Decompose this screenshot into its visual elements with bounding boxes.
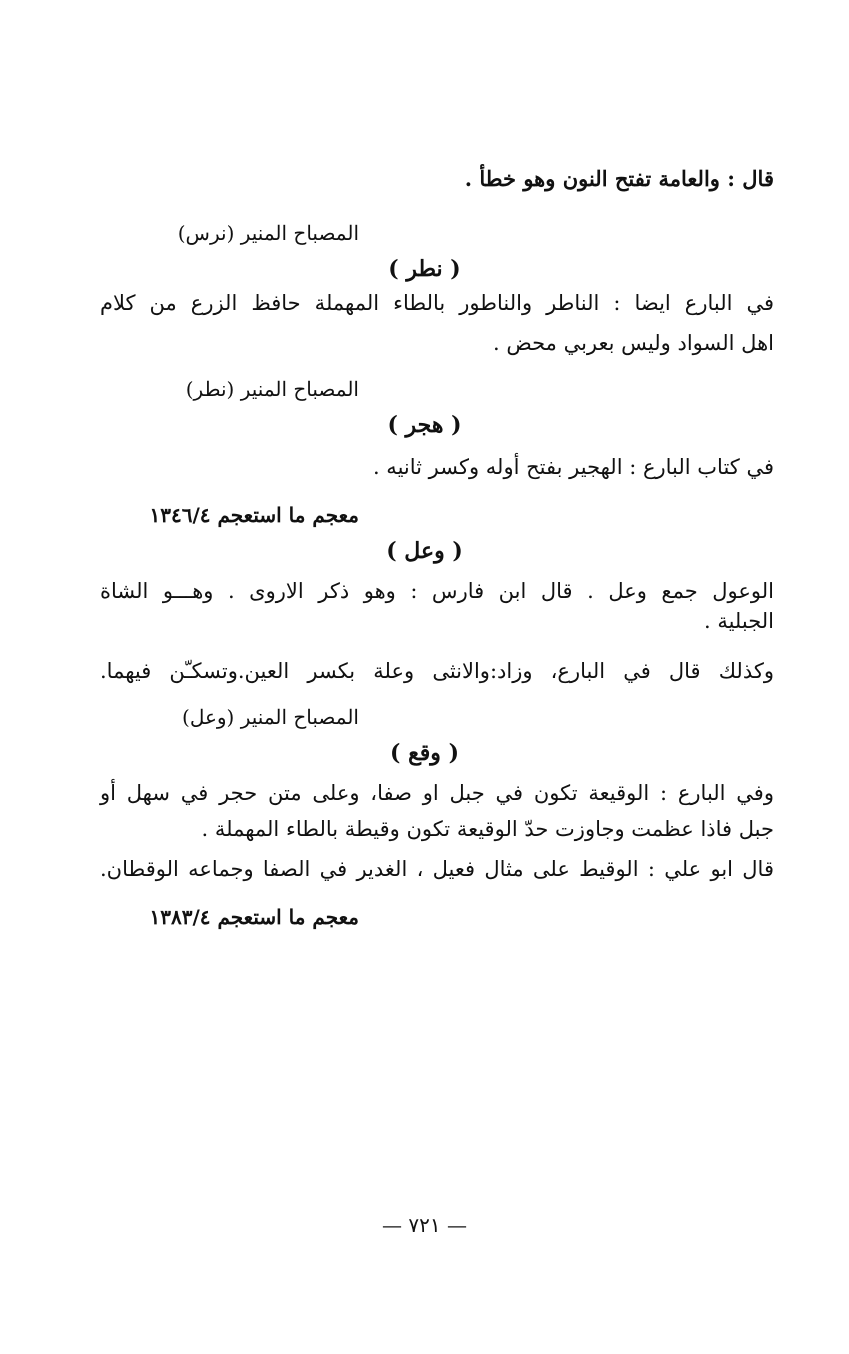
text-line: في البارع ايضا : الناطر والناطور بالطاء المهملة حافظ الزرع من كلام [100, 291, 774, 315]
source-citation: معجم ما استعجم ١٣٤٦/٤ [149, 503, 359, 527]
text-line: الجبلية . [703, 609, 774, 633]
text-line: وكذلك قال في البارع، وزاد:والانثى وعلة بكسر العين.وتسكـّن فيهما. [100, 659, 774, 683]
text-line: قال : والعامة تفتح النون وهو خطأ . [464, 166, 774, 191]
page-number: — ٧٢١ — [382, 1213, 467, 1237]
source-citation: المصباح المنير (نرس) [177, 221, 359, 245]
source-citation: معجم ما استعجم ١٣٨٣/٤ [149, 905, 359, 929]
text-line: الوعول جمع وعل . قال ابن فارس : وهو ذكر الاروى . وهـــو الشاة [100, 579, 774, 603]
text-line: قال ابو علي : الوقيط على مثال فعيل ، الغدير في الصفا وجماعه الوقطان. [100, 857, 774, 881]
source-citation: المصباح المنير (نطر) [185, 377, 359, 401]
text-line: اهل السواد وليس بعربي محض . [493, 331, 774, 355]
entry-heading: ( وعل ) [386, 538, 463, 564]
text-line: جبل فاذا عظمت وجاوزت حدّ الوقيعة تكون وقيطة بالطاء المهملة . [201, 817, 774, 841]
entry-heading: ( نطر ) [388, 256, 461, 282]
text-line: في كتاب البارع : الهجير بفتح أوله وكسر ثانيه . [372, 455, 774, 479]
entry-heading: ( هجر ) [387, 412, 462, 438]
text-line: وفي البارع : الوقيعة تكون في جبل او صفا، وعلى متن حجر في سهل أو [100, 781, 774, 805]
source-citation: المصباح المنير (وعل) [182, 705, 359, 729]
entry-heading: ( وقع ) [390, 740, 459, 766]
